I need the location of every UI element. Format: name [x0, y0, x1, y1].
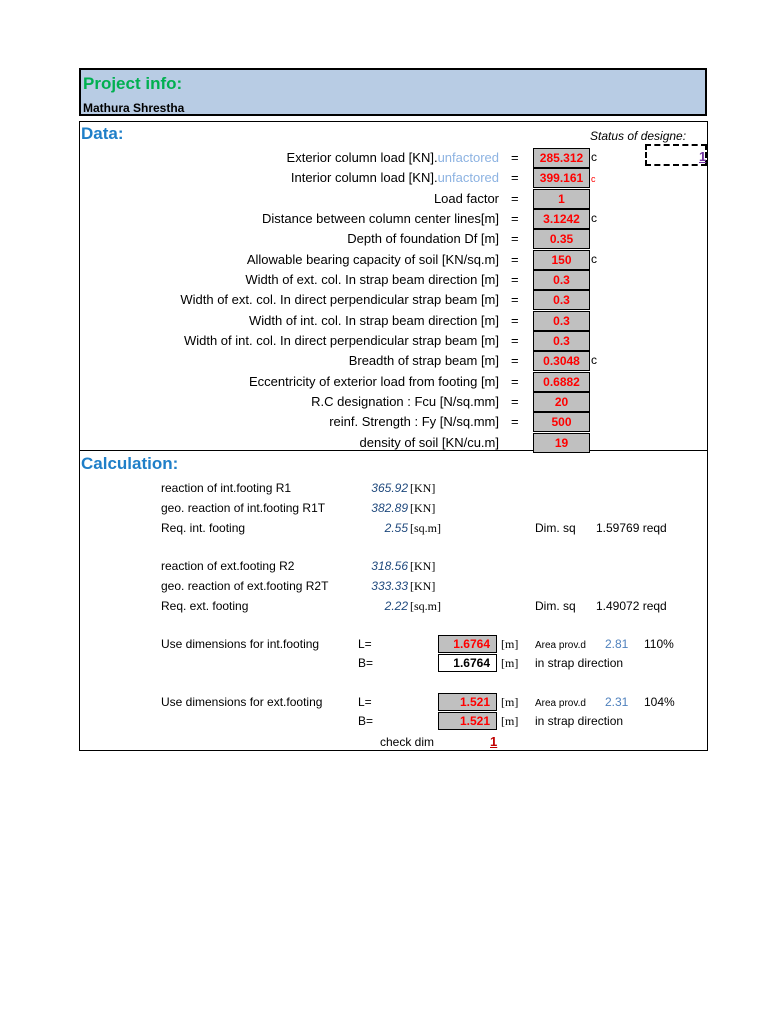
data-row-label — [245, 272, 499, 287]
data-row-suffix: unfactored — [437, 150, 499, 165]
int-strap-direction: in strap direction — [535, 656, 624, 670]
data-row-label — [287, 150, 499, 165]
data-row — [80, 250, 707, 270]
int-b-input[interactable]: 1.6764 — [438, 654, 497, 672]
project-author: Mathura Shrestha — [83, 101, 185, 115]
data-section-title: Data: — [81, 124, 124, 143]
int-b-label: B= — [358, 656, 374, 670]
data-row-label-text: Width of ext. col. In direct perpendicular strap beam [m] — [180, 292, 499, 308]
int-area-pct: 110% — [644, 637, 674, 651]
data-row — [80, 351, 707, 371]
data-row — [80, 412, 707, 432]
data-row — [80, 189, 707, 209]
data-row-value-input[interactable]: 0.6882 — [533, 372, 590, 392]
r1-label: reaction of int.footing R1 — [161, 481, 292, 495]
dim-int-label: Dim. sq — [535, 521, 576, 535]
data-row-value-input[interactable]: 150 — [533, 250, 590, 270]
data-row-equals: = — [511, 251, 519, 267]
data-row-equals: = — [511, 312, 519, 328]
int-use-label: Use dimensions for int.footing — [161, 637, 320, 651]
data-row-equals: = — [511, 332, 519, 348]
data-section — [79, 121, 708, 451]
data-row-label — [434, 191, 499, 206]
dim-int-value: 1.59769 reqd — [596, 521, 667, 535]
data-row-equals: = — [511, 373, 519, 389]
data-row-value-input[interactable]: 1 — [533, 189, 590, 209]
data-row-label — [311, 394, 499, 409]
r1t-value: 382.89 — [371, 501, 408, 515]
data-row-value-input[interactable]: 0.3 — [533, 270, 590, 290]
ext-area-pct: 104% — [644, 695, 675, 709]
data-row-label — [347, 231, 499, 246]
int-l-input[interactable]: 1.6764 — [438, 635, 497, 653]
r2-unit: [KN] — [410, 559, 436, 573]
data-row-label-text: Interior column load [KN]. — [290, 170, 438, 186]
ext-b-input[interactable]: 1.521 — [438, 712, 497, 730]
data-row-equals: = — [511, 292, 519, 308]
ext-strap-direction: in strap direction — [535, 714, 624, 728]
data-row-value-input[interactable]: 19 — [533, 433, 590, 453]
r1t-label: geo. reaction of int.footing R1T — [161, 501, 326, 515]
data-row-label — [349, 353, 499, 368]
data-row-label — [249, 313, 499, 328]
req-int-value: 2.55 — [384, 521, 408, 535]
data-row-value-input[interactable]: 500 — [533, 412, 590, 432]
data-row-label — [329, 414, 499, 429]
r2-label: reaction of ext.footing R2 — [161, 559, 295, 573]
ext-use-label: Use dimensions for ext.footing — [161, 695, 323, 709]
status-value: 1 — [699, 149, 707, 164]
int-area-value: 2.81 — [605, 637, 629, 651]
r1t-unit: [KN] — [410, 501, 436, 515]
data-row — [80, 270, 707, 290]
data-row-equals: = — [511, 271, 519, 287]
data-row — [80, 168, 707, 188]
req-int-unit: [sq.m] — [410, 521, 441, 535]
data-row-equals: = — [511, 190, 519, 206]
data-row — [80, 372, 707, 392]
r2-value: 318.56 — [371, 559, 408, 573]
req-ext-unit: [sq.m] — [410, 599, 441, 613]
req-ext-value: 2.22 — [384, 599, 408, 613]
data-row-label — [249, 374, 499, 389]
data-row-value-input[interactable]: 0.3048 — [533, 351, 590, 371]
data-row-value-input[interactable]: 399.161 — [533, 168, 590, 188]
req-ext-label: Req. ext. footing — [161, 599, 249, 613]
data-row — [80, 209, 707, 229]
r2t-unit: [KN] — [410, 579, 436, 593]
data-row-equals: = — [511, 150, 519, 165]
data-row — [80, 148, 707, 168]
project-info-panel — [79, 68, 707, 116]
ext-l-label: L= — [358, 695, 372, 709]
data-row-value-input[interactable]: 0.3 — [533, 331, 590, 351]
data-row-equals: = — [511, 353, 519, 369]
data-row-value-input[interactable]: 0.35 — [533, 229, 590, 249]
data-row — [80, 331, 707, 351]
data-row-value-input[interactable]: 0.3 — [533, 311, 590, 331]
data-row-value-input[interactable]: 0.3 — [533, 290, 590, 310]
calculation-section-title: Calculation: — [81, 454, 179, 473]
status-label: Status of designe: — [590, 129, 687, 143]
data-row-note: c — [591, 150, 597, 164]
data-row-label — [360, 435, 499, 450]
int-area-label: Area prov.d — [535, 640, 586, 651]
data-row-label-text: density of soil [KN/cu.m] — [359, 434, 499, 450]
data-row — [80, 433, 707, 453]
data-row — [80, 392, 707, 412]
check-dim-label: check dim — [380, 735, 435, 749]
data-row-label-text: reinf. Strength : Fy [N/sq.mm] — [329, 414, 499, 430]
dim-ext-label: Dim. sq — [535, 599, 576, 613]
data-row-note: c — [591, 353, 597, 368]
int-l-label: L= — [358, 637, 372, 651]
data-row-label-text: Allowable bearing capacity of soil [KN/sq.m] — [246, 251, 499, 267]
data-row-value-input[interactable]: 3.1242 — [533, 209, 590, 229]
data-row-value-input[interactable]: 285.312 — [533, 148, 590, 168]
data-row-label-text: Breadth of strap beam [m] — [348, 353, 499, 369]
int-b-unit: [m] — [501, 656, 519, 670]
ext-area-label: Area prov.d — [535, 698, 586, 709]
data-row-equals: = — [511, 170, 519, 186]
dim-ext-value: 1.49072 reqd — [596, 599, 667, 613]
data-row-label — [291, 170, 499, 185]
data-row — [80, 311, 707, 331]
data-row-label — [262, 211, 499, 226]
data-row-note: c — [591, 174, 596, 185]
req-int-label: Req. int. footing — [161, 521, 246, 535]
data-row-label-text: Exterior column load [KN]. — [286, 150, 438, 165]
ext-area-value: 2.31 — [605, 695, 629, 709]
data-row — [80, 229, 707, 249]
data-row-label-text: Load factor — [433, 190, 499, 206]
data-row-note: c — [591, 251, 597, 266]
data-row — [80, 290, 707, 310]
data-row-equals: = — [511, 393, 519, 409]
calculation-section — [79, 451, 708, 751]
ext-b-unit: [m] — [501, 714, 519, 728]
data-row-equals: = — [511, 210, 519, 226]
r2t-value: 333.33 — [371, 579, 408, 593]
data-row-label-text: Distance between column center lines[m] — [261, 210, 499, 226]
data-row-note: c — [591, 210, 597, 225]
ext-l-unit: [m] — [501, 695, 519, 709]
data-row-label-text: Width of int. col. In direct perpendicular strap beam [m] — [183, 332, 499, 348]
data-row-label — [180, 292, 499, 307]
data-row-suffix: unfactored — [437, 170, 499, 186]
data-row-label-text: Eccentricity of exterior load from footing [m] — [249, 373, 499, 389]
int-l-unit: [m] — [501, 637, 519, 651]
data-row-label-text: Width of ext. col. In strap beam direction [m] — [245, 271, 499, 287]
check-dim-value: 1 — [490, 734, 498, 749]
data-row-label-text: R.C designation : Fcu [N/sq.mm] — [311, 393, 499, 409]
r1-unit: [KN] — [410, 481, 436, 495]
r2t-label: geo. reaction of ext.footing R2T — [161, 579, 329, 593]
data-row-equals: = — [511, 231, 519, 247]
data-row-label — [184, 333, 499, 348]
data-row-label — [247, 252, 499, 267]
project-info-title: Project info: — [83, 74, 183, 93]
data-row-label-text: Depth of foundation Df [m] — [347, 231, 499, 247]
data-row-value-input[interactable]: 20 — [533, 392, 590, 412]
r1-value: 365.92 — [371, 481, 408, 495]
ext-l-input[interactable]: 1.521 — [438, 693, 497, 711]
data-row-equals: = — [511, 414, 519, 430]
data-row-label-text: Width of int. col. In strap beam direction [m] — [249, 312, 499, 328]
ext-b-label: B= — [358, 714, 374, 728]
